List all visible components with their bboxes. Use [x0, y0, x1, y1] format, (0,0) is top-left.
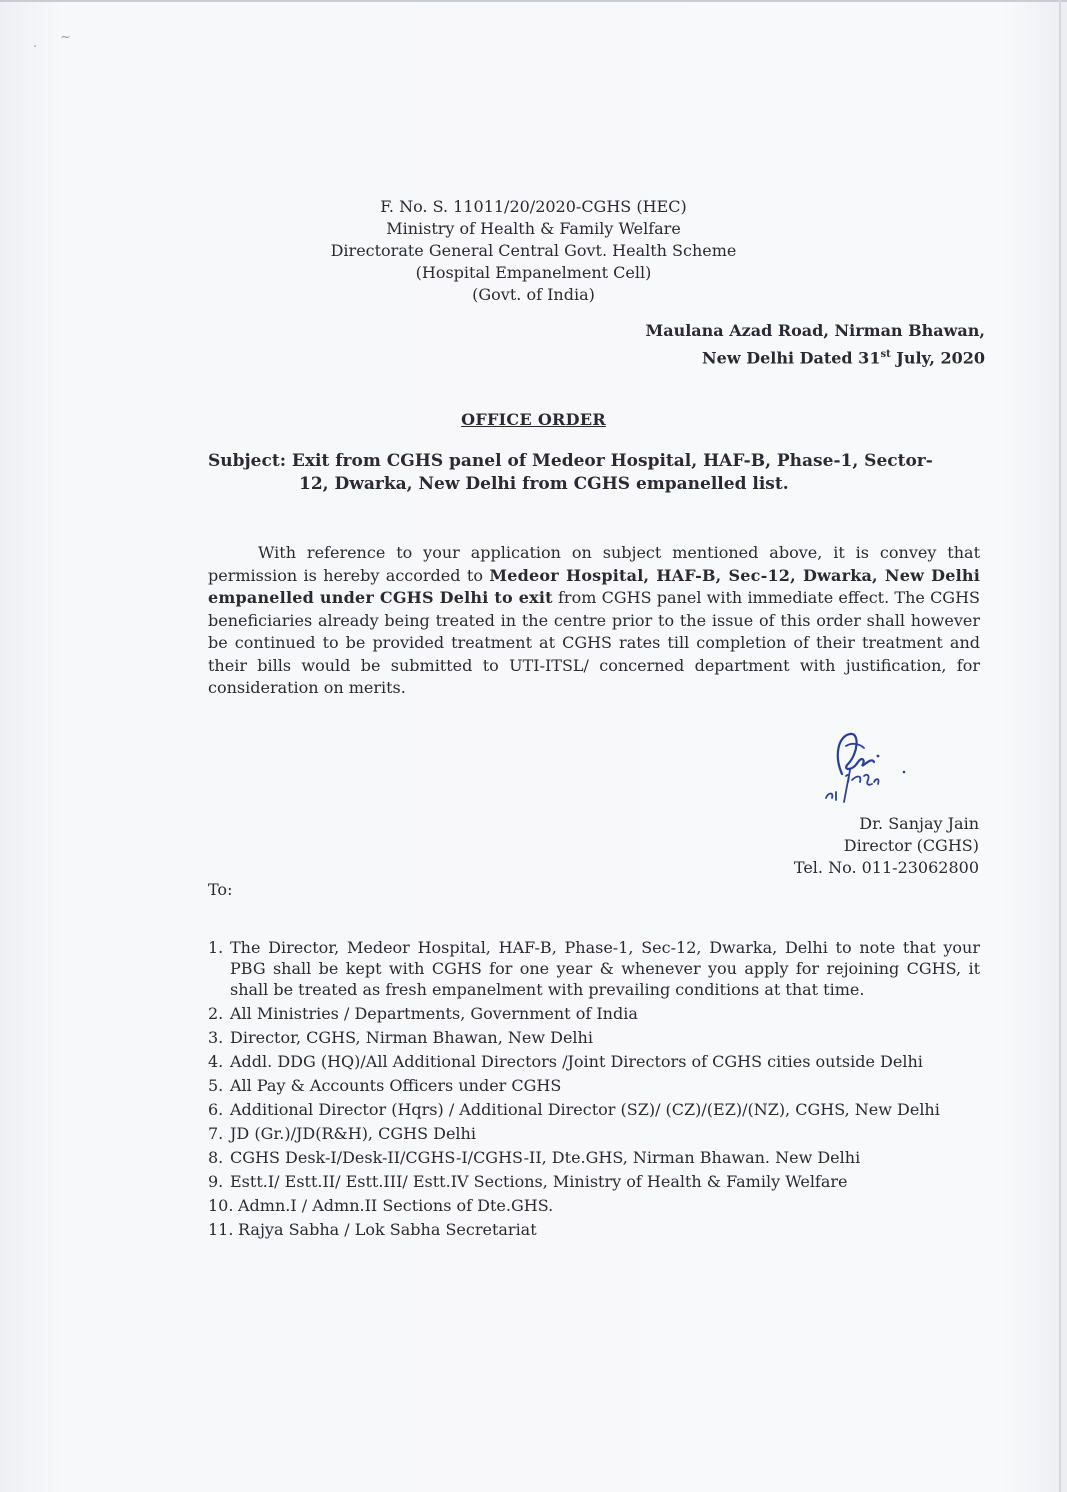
- scan-speck: .: [33, 36, 38, 51]
- distribution-item-number: 1.: [208, 938, 224, 957]
- distribution-item-number: 8.: [208, 1148, 224, 1167]
- date-line: New Delhi Dated 31st July, 2020: [702, 348, 985, 368]
- signer-designation: Director (CGHS): [843, 836, 979, 855]
- distribution-item-text: Director, CGHS, Nirman Bhawan, New Delhi: [230, 1028, 593, 1047]
- distribution-item-number: 2.: [208, 1004, 224, 1023]
- distribution-item-text: All Pay & Accounts Officers under CGHS: [230, 1076, 562, 1095]
- distribution-item-number: 9.: [208, 1172, 224, 1191]
- distribution-item-number: 11.: [208, 1220, 234, 1239]
- signer-block: [794, 813, 979, 879]
- distribution-item: [208, 1195, 980, 1216]
- place-line: Maulana Azad Road, Nirman Bhawan,: [645, 321, 985, 340]
- distribution-item-number: 6.: [208, 1100, 224, 1119]
- distribution-item-text: The Director, Medeor Hospital, HAF-B, Phase-1, Sec-12, Dwarka, Delhi to note that your PBG shall be kept with CGHS for one year & whenever you apply for rejoining CGHS, it shall be treated as fresh empanelment with prevailing conditions at that time.: [230, 938, 980, 999]
- distribution-item: [208, 1171, 980, 1192]
- distribution-item-number: 7.: [208, 1124, 224, 1143]
- cell-name: (Hospital Empanelment Cell): [415, 263, 652, 282]
- distribution-item-number: 4.: [208, 1052, 224, 1071]
- distribution-item: [208, 1003, 980, 1024]
- to-label: To:: [208, 880, 233, 899]
- ministry-name: Ministry of Health & Family Welfare: [386, 219, 681, 238]
- distribution-item-text: Additional Director (Hqrs) / Additional Director (SZ)/ (CZ)/(EZ)/(NZ), CGHS, New Delhi: [230, 1100, 940, 1119]
- distribution-item-number: 10.: [208, 1196, 234, 1215]
- distribution-item-text: Estt.I/ Estt.II/ Estt.III/ Estt.IV Sections, Ministry of Health & Family Welfare: [230, 1172, 848, 1191]
- document-title: OFFICE ORDER: [461, 410, 606, 429]
- distribution-list: [208, 937, 980, 1243]
- scan-speck: ~: [60, 30, 71, 45]
- directorate-name: Directorate General Central Govt. Health Scheme: [330, 241, 737, 260]
- distribution-item-text: All Ministries / Departments, Government of India: [230, 1004, 638, 1023]
- distribution-item-text: Rajya Sabha / Lok Sabha Secretariat: [238, 1220, 537, 1239]
- distribution-item-text: JD (Gr.)/JD(R&H), CGHS Delhi: [230, 1124, 476, 1143]
- distribution-item: [208, 1075, 980, 1096]
- distribution-item-number: 3.: [208, 1028, 224, 1047]
- signer-name: Dr. Sanjay Jain: [859, 814, 979, 833]
- place-and-date: [645, 319, 985, 370]
- govt-label: (Govt. of India): [472, 285, 595, 304]
- distribution-item-text: CGHS Desk-I/Desk-II/CGHS-I/CGHS-II, Dte.GHS, Nirman Bhawan. New Delhi: [230, 1148, 861, 1167]
- handwritten-signature: [812, 726, 932, 806]
- distribution-item: [208, 1219, 980, 1240]
- distribution-item: [208, 1027, 980, 1048]
- distribution-item: [208, 1099, 980, 1120]
- distribution-item-text: Addl. DDG (HQ)/All Additional Directors /Joint Directors of CGHS cities outside Delhi: [230, 1052, 923, 1071]
- distribution-item: [208, 1051, 980, 1072]
- letter-header: [0, 196, 1067, 306]
- body-paragraph: With reference to your application on subject mentioned above, it is convey that permission is hereby accorded to Medeor Hospital, HAF-B, Sec-12, Dwarka, New Delhi empanelled under CGHS Delhi to exit from CGHS panel with immediate effect. The CGHS beneficiaries already being treated in the centre prior to the issue of this order shall however be continued to be provided treatment at CGHS rates till completion of their treatment and their bills would be submitted to UTI-ITSL/ concerned department with justification, for consideration on merits.: [208, 543, 981, 697]
- subject-line: Subject: Exit from CGHS panel of Medeor Hospital, HAF-B, Phase-1, Sector- 12, Dwarka, New Delhi from CGHS empanelled list.: [208, 451, 933, 494]
- distribution-item: [208, 1147, 980, 1168]
- file-number: F. No. S. 11011/20/2020-CGHS (HEC): [380, 197, 687, 216]
- signer-telephone: Tel. No. 011-23062800: [793, 858, 979, 877]
- scan-edge-top: [0, 0, 1067, 2]
- distribution-item: [208, 937, 980, 1000]
- distribution-item: [208, 1123, 980, 1144]
- distribution-item-number: 5.: [208, 1076, 224, 1095]
- distribution-item-text: Admn.I / Admn.II Sections of Dte.GHS.: [238, 1196, 554, 1215]
